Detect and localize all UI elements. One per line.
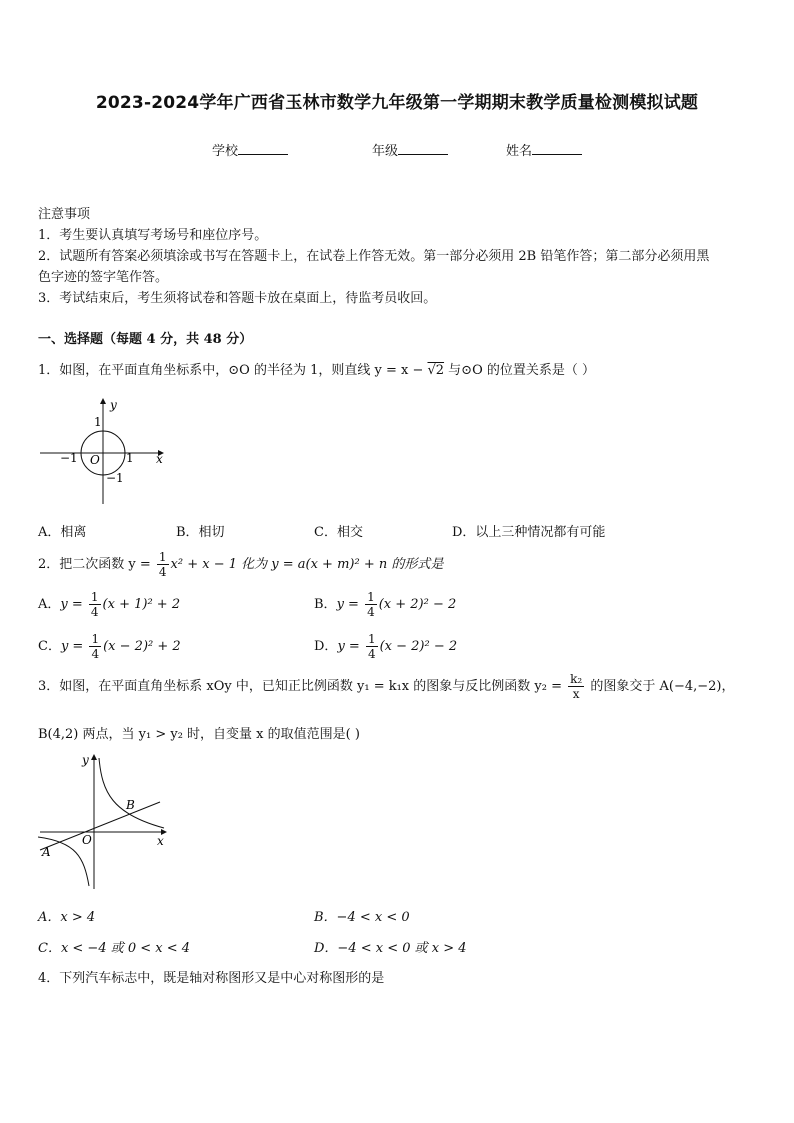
q1-option-c[interactable]: C．相交 bbox=[314, 525, 363, 540]
grade-label: 年级 bbox=[372, 144, 399, 159]
q3-linear-graph bbox=[40, 802, 160, 850]
q3-origin-label: O bbox=[82, 833, 92, 847]
q2-option-b[interactable] bbox=[314, 590, 456, 619]
q1-tick-x-1: 1 bbox=[126, 451, 134, 465]
q3-figure bbox=[38, 752, 170, 892]
q2-a-pre: y = bbox=[60, 597, 87, 612]
q2-option-c[interactable] bbox=[38, 632, 181, 661]
q3-hyperbola-branch-1 bbox=[99, 758, 164, 828]
q1-stem bbox=[38, 359, 595, 378]
name-label: 姓名 bbox=[506, 144, 533, 159]
q2-c-frac bbox=[89, 632, 101, 661]
q1-origin-label: O bbox=[90, 453, 100, 467]
q2-d-label: D． bbox=[314, 639, 338, 654]
q2-c-pre: y = bbox=[60, 639, 88, 654]
note-item-3: 3．考试结束后，考生须将试卷和答题卡放在桌面上，待监考员收回。 bbox=[38, 291, 437, 306]
q2-b-pre: y = bbox=[336, 597, 364, 612]
q1-text-b: 与⊙O 的位置关系是（ ） bbox=[444, 363, 595, 378]
name-field bbox=[506, 140, 582, 159]
q2-fraction bbox=[157, 550, 169, 579]
q3-point-a-label: A bbox=[42, 845, 51, 859]
q1-x-label: x bbox=[156, 452, 163, 466]
q1-figure bbox=[38, 396, 168, 508]
q3-frac-den: x bbox=[572, 687, 580, 701]
q2-d-den: 4 bbox=[367, 647, 376, 661]
q2-a-frac bbox=[89, 590, 101, 619]
section-heading: 一、选择题（每题 4 分，共 48 分） bbox=[38, 332, 253, 347]
q3-stem bbox=[38, 672, 734, 701]
q3-y-label: y bbox=[82, 753, 89, 767]
note-item-2-cont: 色字迹的签字笔作答。 bbox=[38, 270, 169, 285]
q2-text-b: x² + x − 1 化为 y = a(x + m)² + n 的形式是 bbox=[170, 557, 444, 572]
q2-b-frac bbox=[365, 590, 377, 619]
q2-option-a[interactable] bbox=[38, 590, 180, 619]
q2-b-label: B． bbox=[314, 597, 337, 612]
q3-option-a[interactable]: A．x > 4 bbox=[38, 910, 96, 925]
q1-tick-x-neg1: −1 bbox=[60, 451, 78, 465]
q3-text-a: 3．如图，在平面直角坐标系 xOy 中，已知正比例函数 y₁ = k₁x 的图象与反比例函数 y₂ = bbox=[38, 679, 567, 694]
note-item-2: 2．试题所有答案必须填涂或书写在答题卡上，在试卷上作答无效。第一部分必须用 2B 铅笔作答；第二部分必须用黑 bbox=[38, 249, 710, 264]
grade-blank[interactable] bbox=[398, 142, 448, 155]
q2-a-post: (x + 1)² + 2 bbox=[102, 597, 181, 612]
q1-text-a: 1．如图，在平面直角坐标系中，⊙O 的半径为 1，则直线 y = x − bbox=[38, 363, 428, 378]
q2-b-num: 1 bbox=[367, 590, 375, 604]
q2-frac-num: 1 bbox=[158, 550, 167, 564]
q3-point-b-label: B bbox=[126, 798, 135, 812]
q1-option-a[interactable]: A．相离 bbox=[38, 525, 87, 540]
q2-c-label: C． bbox=[38, 639, 61, 654]
name-blank[interactable] bbox=[532, 142, 582, 155]
q2-b-post: (x + 2)² − 2 bbox=[378, 597, 457, 612]
q1-sqrt: √2 bbox=[427, 363, 445, 378]
q2-frac-den: 4 bbox=[158, 565, 167, 579]
school-field bbox=[212, 140, 288, 159]
q1-option-b[interactable]: B．相切 bbox=[176, 525, 225, 540]
q3-stem-line2: B(4,2) 两点，当 y₁ > y₂ 时，自变量 x 的取值范围是( ) bbox=[38, 727, 360, 742]
grade-field bbox=[372, 140, 448, 159]
q4-stem: 4．下列汽车标志中，既是轴对称图形又是中心对称图形的是 bbox=[38, 971, 385, 986]
q3-option-c[interactable]: C．x < −4 或 0 < x < 4 bbox=[38, 941, 191, 956]
q1-tick-y-1: 1 bbox=[94, 415, 102, 429]
q3-x-label: x bbox=[157, 834, 164, 848]
q2-c-post: (x − 2)² + 2 bbox=[103, 639, 181, 654]
q3-fraction bbox=[568, 672, 584, 701]
q2-stem bbox=[38, 550, 443, 579]
q3-option-d[interactable]: D．−4 < x < 0 或 x > 4 bbox=[314, 941, 467, 956]
q1-tick-y-neg1: −1 bbox=[106, 471, 124, 485]
school-blank[interactable] bbox=[238, 142, 288, 155]
q2-b-den: 4 bbox=[367, 605, 375, 619]
q2-d-num: 1 bbox=[367, 632, 376, 646]
q2-d-frac bbox=[366, 632, 378, 661]
q2-text-a: 2．把二次函数 y = bbox=[38, 557, 155, 572]
q2-a-den: 4 bbox=[90, 605, 99, 619]
q3-text-b: 的图象交于 A(−4,−2)， bbox=[586, 679, 735, 694]
q1-option-d[interactable]: D．以上三种情况都有可能 bbox=[452, 525, 606, 540]
q1-y-label: y bbox=[110, 398, 117, 412]
q2-c-den: 4 bbox=[91, 647, 100, 661]
q3-option-b[interactable]: B．−4 < x < 0 bbox=[314, 910, 410, 925]
q3-frac-num: k₂ bbox=[570, 672, 583, 686]
notes-heading: 注意事项 bbox=[38, 207, 91, 222]
q2-c-num: 1 bbox=[91, 632, 100, 646]
school-label: 学校 bbox=[212, 144, 239, 159]
q2-a-label: A． bbox=[38, 597, 61, 612]
q2-a-num: 1 bbox=[90, 590, 99, 604]
page-title: 2023-2024学年广西省玉林市数学九年级第一学期期末教学质量检测模拟试题 bbox=[95, 93, 699, 113]
q2-option-d[interactable] bbox=[314, 632, 457, 661]
q2-d-pre: y = bbox=[337, 639, 364, 654]
note-item-1: 1．考生要认真填写考场号和座位序号。 bbox=[38, 228, 268, 243]
q2-d-post: (x − 2)² − 2 bbox=[379, 639, 458, 654]
